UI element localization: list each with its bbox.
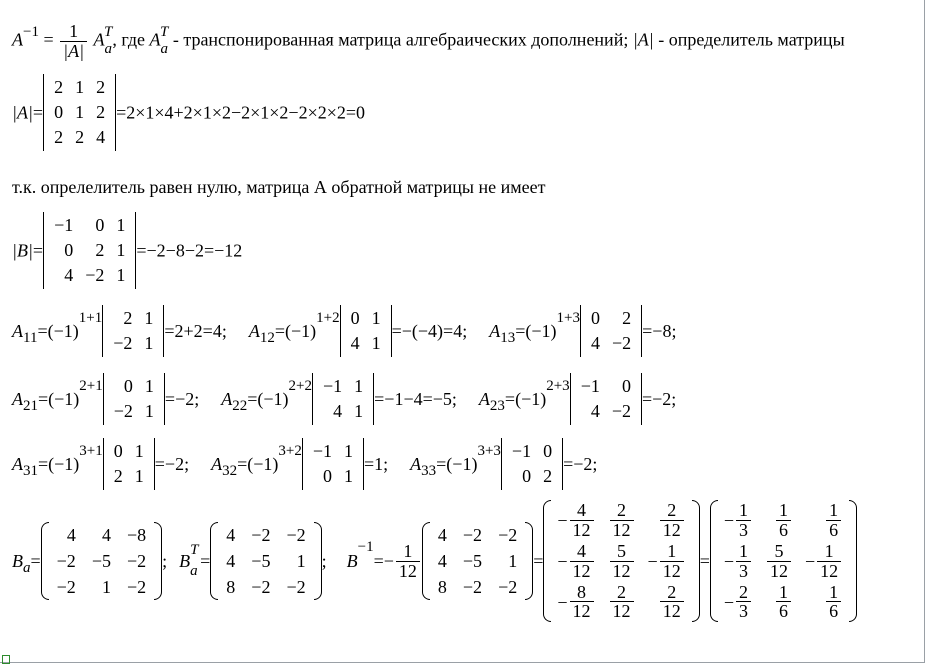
det-a-result: =2×1×4+2×1×2−2×1×2−2×2×2=0	[116, 102, 366, 123]
ba-matrix	[41, 522, 162, 600]
cofactor-index: 13	[500, 330, 516, 347]
aa-sup: T	[104, 23, 113, 40]
matrix-cell: 4	[101, 525, 111, 546]
bat-indices	[190, 543, 200, 579]
fraction	[826, 501, 841, 540]
aa2-sup: T	[160, 23, 169, 40]
fraction-cell	[551, 500, 601, 541]
cofactor-exponent: 3+1	[79, 443, 103, 460]
matrix-cell: 1	[116, 239, 126, 260]
cofactor-sign-factor: =(−1)	[504, 388, 547, 409]
matrix-cell: −1	[54, 215, 74, 235]
binv-matrix	[422, 522, 533, 600]
binv-exp: −1	[357, 538, 374, 555]
fraction	[570, 583, 594, 622]
cofactor-item	[12, 441, 190, 486]
matrix-cell: 1	[75, 77, 85, 97]
matrix-cell: 0	[622, 376, 631, 396]
a-inverse-base: A	[12, 29, 23, 50]
cofactor-item	[478, 376, 677, 421]
cofactor-symbol: A	[12, 388, 23, 409]
cofactor-result: =−2;	[164, 388, 200, 409]
cofactor-item	[489, 308, 677, 353]
denominator: 6	[829, 601, 839, 622]
simplified-matrix	[710, 500, 857, 622]
numerator: 2	[610, 501, 634, 521]
fraction-cell	[759, 500, 799, 541]
numerator: 1	[826, 583, 841, 603]
bat-sup: T	[190, 542, 199, 559]
fraction	[570, 542, 594, 581]
fraction	[610, 501, 634, 540]
matrix-cell: 1	[134, 441, 144, 461]
ba-base: B	[12, 551, 23, 572]
matrix-cell: 0	[543, 441, 553, 461]
cofactor-item	[221, 376, 457, 421]
fraction-cell	[718, 500, 759, 541]
denominator: 12	[612, 560, 631, 581]
minor-determinant	[501, 438, 563, 490]
matrix-cell: 1	[75, 101, 85, 122]
numerator: 2	[660, 501, 684, 521]
matrix-cell: −1	[511, 441, 532, 461]
matrix-cell: −1	[312, 441, 332, 461]
matrix-cell: 1	[371, 332, 381, 353]
cofactor-item	[248, 308, 468, 353]
denominator: 3	[739, 519, 748, 540]
cofactor-exponent: 2+1	[79, 378, 103, 395]
cofactor-index: 22	[232, 398, 248, 415]
cofactor-symbol: A	[410, 453, 422, 474]
matrix-cell: 2	[113, 465, 123, 486]
cofactor-sign-factor: =(−1)	[38, 453, 80, 474]
cofactor-symbol: A	[221, 388, 233, 409]
det-b-line	[12, 212, 242, 289]
matrix-cell: 1	[344, 441, 353, 461]
matrix-cell: 2	[75, 126, 85, 147]
fraction-cell	[718, 541, 759, 582]
fraction-sign: −	[557, 591, 568, 612]
fraction-cell	[602, 541, 642, 582]
denominator: 12	[612, 601, 631, 622]
cofactor-result: =−2;	[563, 453, 598, 474]
minor-determinant	[103, 438, 155, 490]
det-a-matrix	[43, 74, 116, 151]
fraction-cell	[799, 500, 849, 541]
fraction	[826, 583, 841, 622]
cofactor-result: =−1−4=−5;	[374, 388, 457, 409]
det-a-equals: =	[32, 102, 44, 123]
numerator: 4	[570, 501, 594, 521]
fraction-cell	[551, 541, 601, 582]
cofactor-result: =−2;	[154, 453, 190, 474]
matrix-cell: 4	[64, 264, 74, 285]
fraction-sign: −	[557, 510, 568, 531]
cofactor-exponent: 1+1	[78, 310, 103, 327]
cofactor-item	[12, 308, 227, 353]
bat-sub: a	[190, 563, 198, 580]
aa2-base: A	[149, 29, 161, 50]
fraction-cell	[602, 500, 642, 541]
cofactor-result: =−8;	[642, 320, 677, 341]
fraction	[776, 583, 791, 622]
cofactor-symbol: A	[248, 320, 260, 341]
fraction-cell	[602, 582, 642, 623]
aa-sub: a	[104, 40, 113, 57]
cofactor-exponent: 1+2	[316, 310, 340, 327]
matrix-cell: 0	[113, 441, 123, 461]
fraction-cell	[551, 582, 601, 623]
cofactor-row-2	[12, 373, 698, 425]
matrix-cell: 4	[226, 525, 236, 546]
matrix-cell: 4	[590, 400, 600, 421]
matrix-cell: 1	[354, 400, 364, 421]
matrix-cell: −2	[462, 577, 483, 598]
matrix-cell: 4	[437, 551, 447, 572]
matrix-cell: −1	[580, 376, 600, 396]
bat-matrix	[210, 522, 321, 600]
equals-4: =	[699, 551, 710, 572]
matrix-cell: 1	[344, 465, 353, 486]
matrix-cell: 8	[226, 577, 236, 598]
det-a-line	[12, 74, 365, 151]
fraction-matrix	[543, 500, 699, 622]
fraction	[736, 501, 751, 540]
matrix-cell: −5	[251, 551, 271, 572]
matrix-cell: −2	[286, 525, 306, 546]
numerator: 1	[660, 542, 684, 562]
matrix-cell: −2	[251, 577, 271, 598]
numerator: 1	[736, 542, 751, 562]
matrix-cell: 4	[226, 551, 236, 572]
binv-base: B	[346, 551, 358, 572]
matrix-cell: 1	[144, 400, 154, 421]
fraction	[736, 583, 751, 622]
minor-determinant	[102, 305, 164, 357]
det-a-symbol: |A|	[632, 29, 654, 50]
denominator: 12	[820, 560, 839, 581]
matrix-cell: 4	[590, 332, 600, 353]
ba-sub: a	[23, 559, 31, 576]
matrix-cell: −1	[323, 376, 343, 396]
equals-3: =	[533, 551, 544, 572]
matrix-cell: −2	[611, 332, 632, 353]
matrix-cell: 1	[371, 308, 381, 328]
matrix-cell: 2	[96, 77, 106, 97]
matrix-cell: 1	[508, 551, 518, 572]
cofactor-symbol: A	[489, 320, 501, 341]
aa2-sub: a	[160, 40, 169, 57]
denominator: 3	[739, 560, 748, 581]
matrix-cell: 0	[323, 465, 332, 486]
matrix-cell: −2	[498, 525, 518, 546]
fraction	[660, 542, 684, 581]
fraction-sign: −	[805, 551, 816, 572]
a-inverse-exponent: −1	[23, 23, 39, 40]
matrix-cell: 0	[54, 101, 64, 122]
matrix-cell: 0	[522, 465, 532, 486]
cofactor-sign-factor: =(−1)	[237, 453, 279, 474]
numerator: 2	[736, 583, 751, 603]
matrix-cell: 1	[116, 215, 126, 235]
cofactor-index: 21	[23, 398, 38, 415]
fraction-cell	[759, 582, 799, 623]
description-text-2: - определитель матрицы	[653, 29, 845, 50]
cofactor-sign-factor: =(−1)	[38, 388, 80, 409]
fraction	[610, 542, 634, 581]
numerator: 1	[776, 501, 791, 521]
matrix-cell: −2	[286, 577, 306, 598]
where-text: , где	[112, 29, 150, 50]
matrix-cell: 2	[543, 465, 553, 486]
cofactor-exponent: 2+2	[288, 378, 312, 395]
cofactor-result: =2+2=4;	[164, 320, 227, 341]
fraction	[660, 501, 684, 540]
matrix-cell: 1	[144, 332, 154, 353]
denominator: 3	[739, 601, 748, 622]
matrix-cell: −5	[91, 551, 111, 572]
cofactor-index: 33	[421, 463, 437, 480]
matrix-cell: 1	[144, 308, 154, 328]
matrix-cell: 1	[144, 376, 154, 396]
binv-equals: =−	[373, 551, 394, 572]
cofactor-index: 31	[23, 463, 38, 480]
denominator: 12	[572, 519, 591, 540]
matrix-cell: −2	[56, 551, 76, 572]
cofactor-item	[410, 441, 598, 486]
cofactor-index: 23	[489, 398, 505, 415]
matrix-cell: 0	[95, 215, 105, 235]
cofactor-sign-factor: =(−1)	[37, 320, 79, 341]
cofactor-index: 12	[259, 330, 275, 347]
one-over-det-fraction: $\frac{1}{|A|}$	[60, 22, 87, 61]
minor-determinant	[570, 373, 642, 425]
cursor-marker	[2, 655, 10, 664]
minor-determinant	[302, 438, 364, 490]
matrix-cell: 0	[64, 239, 74, 260]
cofactor-sign-factor: =(−1)	[436, 453, 478, 474]
denominator: 12	[662, 519, 681, 540]
cofactor-row-3	[12, 438, 619, 490]
cofactor-exponent: 3+2	[278, 443, 302, 460]
fraction-cell	[642, 582, 692, 623]
matrix-cell: 1	[134, 465, 144, 486]
fraction-cell	[759, 541, 799, 582]
numerator: 2	[660, 583, 684, 603]
fraction-sign: −	[723, 591, 734, 612]
matrix-cell: 2	[96, 101, 106, 122]
cofactor-index: 32	[222, 463, 238, 480]
fraction-cell	[642, 500, 692, 541]
matrix-cell: 0	[123, 376, 133, 396]
matrix-cell: −2	[462, 525, 483, 546]
matrix-cell: −5	[462, 551, 483, 572]
description-text: - транспонированная матрица алгебраических дополнений;	[168, 29, 633, 50]
semicolon-2: ;	[321, 551, 327, 572]
matrix-cell: 2	[123, 308, 133, 328]
matrix-cell: 1	[116, 264, 126, 285]
cofactor-symbol: A	[12, 320, 23, 341]
matrix-cell: 1	[101, 577, 111, 598]
numerator: 4	[570, 542, 594, 562]
matrix-cell: 4	[96, 126, 106, 147]
fraction	[767, 542, 791, 581]
cofactor-sign-factor: =(−1)	[247, 388, 289, 409]
det-b-result: =−2−8−2=−12	[136, 240, 243, 261]
fraction	[570, 501, 594, 540]
fraction-cell	[718, 582, 759, 623]
fraction	[736, 542, 751, 581]
matrix-cell: −2	[126, 551, 147, 572]
matrix-cell: 4	[437, 525, 447, 546]
cofactor-symbol: A	[478, 388, 490, 409]
equals-sign: =	[43, 29, 54, 50]
matrix-cell: 2	[622, 308, 632, 328]
matrix-cell: −8	[126, 525, 147, 546]
det-b-matrix	[43, 212, 136, 289]
fraction-sign: −	[647, 551, 658, 572]
cofactor-item	[211, 441, 389, 486]
denominator: 12	[572, 601, 591, 622]
minor-determinant	[340, 305, 392, 357]
numerator: 1	[776, 583, 791, 603]
matrix-cell: 8	[437, 577, 447, 598]
bat-equals: =	[200, 551, 211, 572]
det-b-label: |B|	[12, 240, 33, 261]
numerator: 1	[817, 542, 841, 562]
matrix-cell: −2	[611, 400, 631, 421]
denominator: 6	[779, 519, 788, 540]
matrix-cell: 4	[333, 400, 343, 421]
aa-base: A	[93, 29, 105, 50]
matrix-cell: 0	[590, 308, 600, 328]
cofactor-exponent: 2+3	[546, 378, 570, 395]
cofactor-result: =−2;	[642, 388, 677, 409]
cofactor-exponent: 1+3	[556, 310, 580, 327]
denominator: 12	[662, 601, 681, 622]
denominator: 12	[770, 560, 788, 581]
semicolon-1: ;	[162, 551, 168, 572]
cofactor-result: =−(−4)=4;	[391, 320, 468, 341]
fraction	[817, 542, 841, 581]
fraction-sign: −	[723, 551, 734, 572]
denominator: 12	[572, 560, 591, 581]
matrix-cell: 2	[54, 77, 64, 97]
numerator: 1	[736, 501, 751, 521]
numerator: 2	[610, 583, 634, 603]
denominator: 6	[779, 601, 788, 622]
cofactor-symbol: A	[12, 453, 23, 474]
matrix-cell: −2	[126, 577, 147, 598]
det-b-equals: =	[32, 240, 44, 261]
minor-determinant	[312, 373, 374, 425]
matrix-cell: 4	[350, 332, 360, 353]
fraction	[776, 501, 791, 540]
fraction-sign: −	[557, 551, 568, 572]
cofactor-item	[12, 376, 200, 421]
matrix-cell: 1	[354, 376, 364, 396]
cofactor-result: =1;	[364, 453, 389, 474]
matrix-cell: 2	[95, 239, 105, 260]
matrix-cell: −2	[85, 264, 105, 285]
inverse-formula-line	[12, 22, 845, 61]
denominator: 12	[662, 560, 681, 581]
cofactor-row-1	[12, 305, 698, 357]
fraction	[660, 583, 684, 622]
fraction-cell	[642, 541, 692, 582]
fraction-cell	[799, 582, 849, 623]
numerator: 5	[610, 542, 634, 562]
matrix-cell: −2	[113, 332, 133, 353]
cofactor-sign-factor: =(−1)	[274, 320, 317, 341]
ba-equals: =	[30, 551, 41, 572]
matrix-cell: 4	[66, 525, 76, 546]
bat-base: B	[179, 551, 191, 572]
denominator: 12	[612, 519, 631, 540]
cofactor-index: 11	[23, 330, 38, 347]
denominator: 6	[829, 519, 839, 540]
fraction-cell	[799, 541, 849, 582]
one-twelfth-fraction: $\frac{1}{12}$	[396, 542, 420, 581]
matrix-cell: −2	[498, 577, 518, 598]
fraction	[610, 583, 634, 622]
cofactor-symbol: A	[211, 453, 223, 474]
numerator: 1	[826, 501, 841, 521]
det-a-label: |A|	[12, 102, 33, 123]
minor-determinant	[580, 305, 642, 357]
final-matrices-line	[12, 500, 857, 622]
note-text: т.к. опрелелитель равен нулю, матрица А обратной матрицы не имеет	[12, 177, 546, 197]
numerator: 8	[570, 583, 594, 603]
cofactor-sign-factor: =(−1)	[515, 320, 557, 341]
numerator: 5	[767, 542, 791, 562]
minor-determinant	[103, 373, 165, 425]
matrix-cell: 0	[350, 308, 360, 328]
matrix-cell: 2	[54, 126, 64, 147]
cofactor-exponent: 3+3	[477, 443, 501, 460]
matrix-cell: −2	[113, 400, 133, 421]
matrix-cell: −2	[251, 525, 271, 546]
matrix-cell: −2	[56, 577, 76, 598]
fraction-sign: −	[723, 510, 734, 531]
matrix-cell: 1	[296, 551, 306, 572]
